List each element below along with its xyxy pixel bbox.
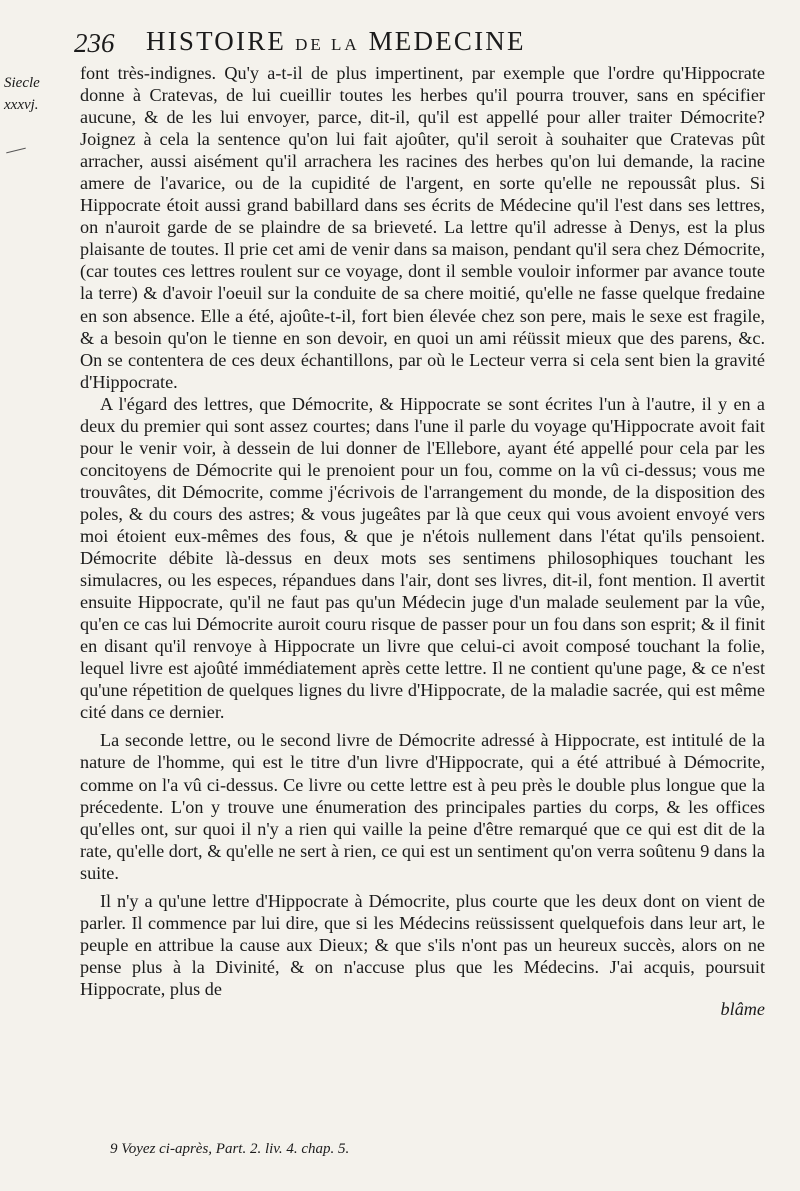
margin-mark [6,148,26,154]
catchword: blâme [720,998,765,1019]
running-title [146,26,526,57]
paragraph-1: font très-indignes. Qu'y a-t-il de plus impertinent, par exemple que l'ordre qu'Hippocrate donne à Cratevas, de lui cueillir toutes les herbes qu'il pourra trouver, sans en spécifier aucune, & de les lui envoyer, parce, dit-il, qu'il est appellé pour aller traiter Démocrite? Joignez à cela la sentence qu'on lui fait ajoûter, qu'il seroit à souhaiter que Cratevas pût arracher, aussi aisément qu'il arrachera les racines des herbes qu'on lui demande, la racine amere de l'avarice, ou de la cupidité de l'argent, en sorte qu'elle ne repoussât plus. Si Hippocrate étoit aussi grand babillard dans ses écrits de Médecine qu'il l'est dans ses lettres, on n'auroit garde de se plaindre de sa brieveté. La lettre qu'il adresse à Denys, est la plus plaisante de toutes. Il prie cet ami de venir dans sa maison, pendant qu'il sera chez Démocrite, (car toutes ces lettres roulent sur ce voyage, dont il semble vouloir informer par avance toute la terre) & d'avoir l'oeuil sur la conduite de sa chere moitié, qu'elle ne fasse quelque fredaine en son absence. Elle a été, ajoûte-t-il, fort bien élevée chez son pere, mais le sexe est fragile, & a besoin qu'on le tienne en son devoir, en quoi un ami réüssit mieux que des parens, &c. On se contentera de ces deux échantillons, par où le Lecteur verra si cela sent bien la gravité d'Hippocrate. [80,63,765,392]
running-title-part2: DE LA [295,35,360,54]
page-number: 236 [74,28,115,58]
running-title-part3: MEDECINE [368,26,526,56]
paragraph-2: A l'égard des lettres, que Démocrite, & Hippocrate se sont écrites l'un à l'autre, il y en a deux du premier qui sont assez courtes; dans l'une il parle du voyage qu'Hippocrate avoit fait pour le venir voir, à dessein de lui donner de l'Ellebore, ayant été appellé pour cela par les concitoyens de Démocrite qui le prenoient pour un fou, comme on la vû ci-dessus; vous me trouvâtes, dit Démocrite, comme j'écrivois de l'arrangement du monde, de la disposition des poles, & du cours des astres; & vous jugeâtes par là que ceux qui vous avoient envoyé vers moi étoient eux-mêmes des fous, & que je n'étois nullement dans l'état qu'ils pensoient. Démocrite débite là-dessus en deux mots ses sentimens philosophiques touchant les simulacres, ou les especes, répandues dans l'air, dont ses livres, dit-il, font mention. Il avertit ensuite Hippocrate, qu'il ne faut pas qu'un Médecin juge d'un malade seulement par la vûe, qu'en ce cas lui Démocrite auroit couru risque de passer pour un fou dans son esprit; & il finit en disant qu'il renvoye à Hippocrate un livre que celui-ci avoit composé touchant la folie, lequel livre est ajoûté immédiatement après cette lettre. Il ne contient qu'une page, & ce n'est qu'une répetition de quelques lignes du livre d'Hippocrate, de la maladie sacrée, qui est même cité dans ce dernier. [80,393,765,723]
paragraph-3: La seconde lettre, ou le second livre de Démocrite adressé à Hippocrate, est intitulé de la nature de l'homme, qui est le titre d'un livre d'Hippocrate, qui a été attribué à Démocrite, comme on l'a vû ci-dessus. Ce livre ou cette lettre est à peu près le double plus longue que la précedente. L'on y trouve une énumeration des principales parties du corps, & les offices qu'elles ont, sur quoi il n'y a rien qui vaille la peine d'être remarqué que ce qui est dit de la rate, qu'elle dort, & qu'elle ne sert à rien, ce qui est un sentiment qu'on verra soûtenu 9 dans la suite. [80,730,765,883]
paragraph-4: Il n'y a qu'une lettre d'Hippocrate à Démocrite, plus courte que les deux dont on vient de parler. Il commence par lui dire, que si les Médecins reüssissent quelquefois dans leur art, le peuple en attribue la cause aux Dieux; & que s'ils n'ont pas un heureux succès, alors on ne pense plus à la Divinité, & on n'accuse plus que les Médecins. J'ai acquis, poursuit Hippocrate, plus de [80,890,765,999]
running-title-part1: HISTOIRE [146,26,287,56]
footnote: 9 Voyez ci-après, Part. 2. liv. 4. chap. 5. [110,1141,350,1157]
margin-note-line1: Siecle [4,75,40,91]
body-text [80,62,765,1020]
margin-note [4,72,74,116]
running-header [74,26,704,60]
margin-note-line2: xxxvj. [4,97,39,113]
